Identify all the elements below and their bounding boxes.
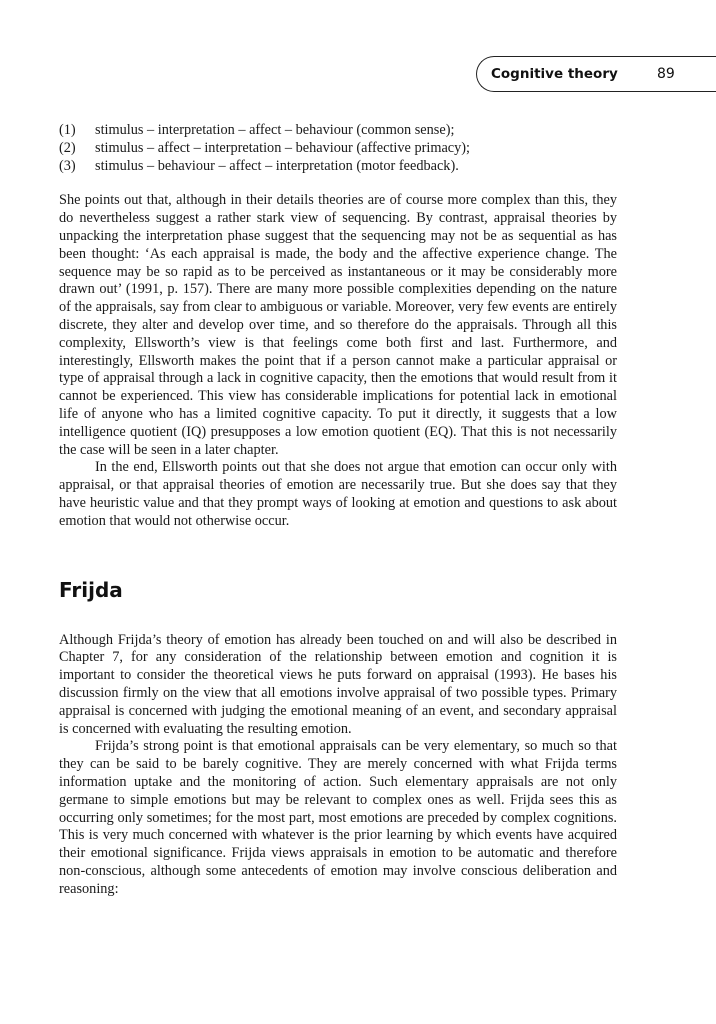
sequence-text: stimulus – affect – interpretation – behaviour (affective primacy); [95, 139, 471, 156]
sequence-item [59, 122, 617, 140]
sequence-text: stimulus – behaviour – affect – interpretation (motor feedback). [95, 157, 459, 174]
sequence-text: stimulus – interpretation – affect – behaviour (common sense); [95, 122, 455, 138]
sequence-item [59, 158, 617, 176]
page-body [59, 122, 617, 898]
sequence-number: (2) [59, 139, 76, 156]
sequence-number: (1) [59, 122, 76, 138]
section-paragraph: Although Frijda’s theory of emotion has already been touched on and will also be described in Chapter 7, for any consideration of the relationship between emotion and cognition it is important to consider the theoretical views he puts forward on appraisal (1993). He bases his discussion firmly on the view that all emotions involve appraisal of two possible types. Primary appraisal is concerned with judging the emotional meaning of an event, and secondary appraisal is concerned with evaluating the resulting emotion. [59, 631, 617, 737]
running-title: Cognitive theory [491, 66, 618, 82]
running-header [476, 56, 716, 92]
sequence-item [59, 140, 617, 158]
section-heading: Frijda [59, 577, 123, 602]
sequence-list [59, 122, 617, 175]
sequence-number: (3) [59, 157, 76, 174]
body-paragraph: In the end, Ellsworth points out that she does not argue that emotion can occur only with appraisal, or that appraisal theories of emotion are necessarily true. But she does say that they have heuristic value and that they prompt ways of looking at emotion and questions to ask about emotion that would not otherwise occur. [59, 459, 617, 529]
body-paragraph: She points out that, although in their details theories are of course more complex than this, they do nevertheless suggest a rather stark view of sequencing. By contrast, appraisal theories by unpacking the interpretation phase suggest that the sequencing may not be as sequential as has been thought: ‘As each appraisal is made, the body and the affective experience change. The sequence may be so rapid as to be perceived as instantaneous or it may be considerably more drawn out’ (1991, p. 157). There are many more possible complexities depending on the nature of the appraisals, say from clear to ambiguous or variable. Moreover, very few events are entirely discrete, they alter and develop over time, and so therefore do the appraisals. Through all this complexity, Ellsworth’s view is that feelings come both first and last. Furthermore, and interestingly, Ellsworth makes the point that if a person cannot make a particular appraisal or type of appraisal through a lack in cognitive capacity, then the emotions that would result from it cannot be experienced. This view has considerable implications for potential lack in emotional life of anyone who has a limited cognitive capacity. To put it directly, it suggests that a low intelligence quotient (IQ) presupposes a low emotion quotient (EQ). That this is not necessarily the case will be seen in a later chapter. [59, 192, 617, 458]
section-paragraph: Frijda’s strong point is that emotional appraisals can be very elementary, so much so that they can be said to be barely cognitive. They are merely concerned with what Frijda terms information uptake and the monitoring of action. Such elementary appraisals are not only germane to simple emotions but may be relevant to complex ones as well. Frijda sees this as occurring only sometimes; for the most part, most emotions are preceded by complex cognitions. This is very much concerned with whatever is the prior learning by which events have acquired their emotional significance. Frijda views appraisals in emotion to be automatic and therefore non-conscious, although some antecedents of emotion may involve conscious deliberation and reasoning: [59, 738, 617, 897]
page-number: 89 [657, 66, 675, 82]
